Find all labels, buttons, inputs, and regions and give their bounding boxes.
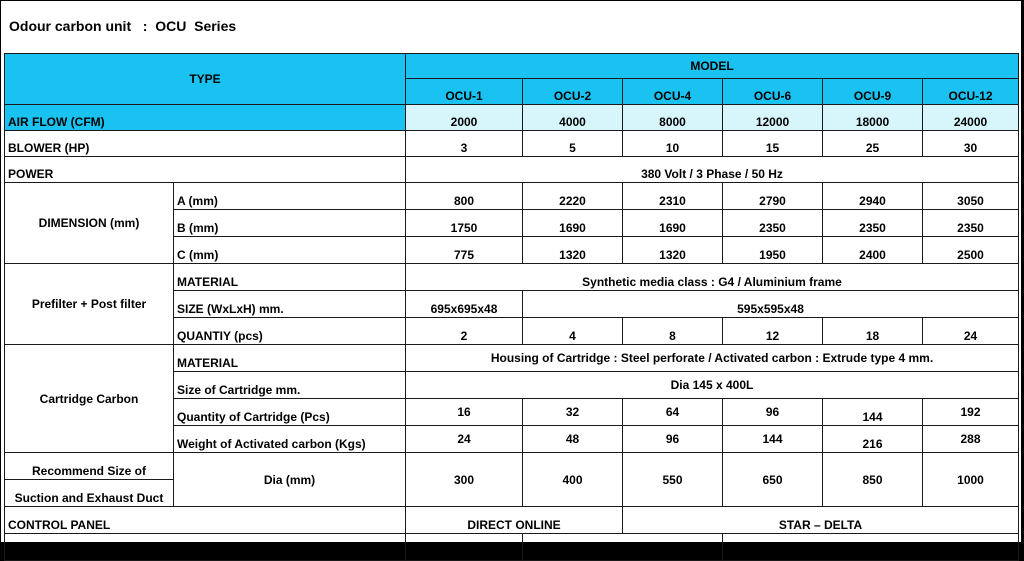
duct-value: 1000	[923, 453, 1019, 507]
cartridge-quantity-value: 32	[523, 399, 623, 426]
dimension-c-value: 2400	[823, 237, 923, 264]
page-title: Odour carbon unit : OCU Series	[9, 18, 237, 34]
prefilter-size-rest: 595x595x48	[523, 291, 1019, 318]
control-panel-label: CONTROL PANEL	[5, 507, 406, 534]
prefilter-material-row	[5, 264, 1019, 291]
prefilter-material-value: Synthetic media class : G4 / Aluminium frame	[406, 264, 1019, 291]
cartridge-quantity-value: 64	[623, 399, 723, 426]
model-name: OCU-6	[723, 79, 823, 105]
cartridge-quantity-value: 96	[723, 399, 823, 426]
spec-table	[4, 53, 1019, 561]
air-flow-value: 18000	[823, 105, 923, 131]
dimension-a-row	[5, 183, 1019, 210]
control-panel-star-delta: STAR – DELTA	[623, 507, 1019, 534]
blower-value: 25	[823, 131, 923, 157]
duct-dia-label: Dia (mm)	[174, 453, 406, 507]
power-label: POWER	[5, 157, 406, 183]
air-flow-value: 12000	[723, 105, 823, 131]
cartridge-quantity-value: 16	[406, 399, 523, 426]
prefilter-quantity-value: 2	[406, 318, 523, 345]
blower-label: BLOWER (HP)	[5, 131, 406, 157]
duct-value: 300	[406, 453, 523, 507]
dimension-a-value: 2220	[523, 183, 623, 210]
air-flow-row	[5, 105, 1019, 131]
duct-value: 550	[623, 453, 723, 507]
prefilter-material-label: MATERIAL	[174, 264, 406, 291]
cartridge-material-label: MATERIAL	[174, 345, 406, 372]
figure-row	[5, 534, 1019, 561]
prefilter-quantity-value: 8	[623, 318, 723, 345]
cartridge-weight-value: 288	[923, 426, 1019, 453]
model-header: MODEL	[406, 54, 1019, 79]
blower-value: 15	[723, 131, 823, 157]
model-name: OCU-1	[406, 79, 523, 105]
dimension-a-label: A (mm)	[174, 183, 406, 210]
cartridge-weight-value: 24	[406, 426, 523, 453]
dimension-b-value: 1750	[406, 210, 523, 237]
dimension-c-value: 1320	[623, 237, 723, 264]
blower-value: 3	[406, 131, 523, 157]
power-value: 380 Volt / 3 Phase / 50 Hz	[406, 157, 1019, 183]
dimension-b-value: 2350	[923, 210, 1019, 237]
dimension-c-value: 1320	[523, 237, 623, 264]
cartridge-weight-label: Weight of Activated carbon (Kgs)	[174, 426, 406, 453]
dimension-b-value: 1690	[523, 210, 623, 237]
cartridge-material-row	[5, 345, 1019, 372]
prefilter-quantity-value: 24	[923, 318, 1019, 345]
cartridge-weight-value: 48	[523, 426, 623, 453]
dimension-a-value: 2940	[823, 183, 923, 210]
cartridge-size-label: Size of Cartridge mm.	[174, 372, 406, 399]
blower-value: 30	[923, 131, 1019, 157]
model-name: OCU-4	[623, 79, 723, 105]
power-row	[5, 157, 1019, 183]
cartridge-label: Cartridge Carbon	[5, 345, 174, 453]
type-header: TYPE	[5, 54, 406, 105]
dimension-b-value: 1690	[623, 210, 723, 237]
blower-row	[5, 131, 1019, 157]
air-flow-label: AIR FLOW (CFM)	[5, 105, 406, 131]
prefilter-quantity-value: 12	[723, 318, 823, 345]
dimension-b-value: 2350	[823, 210, 923, 237]
cartridge-weight-value: 96	[623, 426, 723, 453]
figure-2: 2	[523, 534, 723, 561]
model-name: OCU-9	[823, 79, 923, 105]
dimension-b-value: 2350	[723, 210, 823, 237]
duct-value: 650	[723, 453, 823, 507]
header-row-model	[5, 54, 1019, 79]
dimension-c-value: 1950	[723, 237, 823, 264]
dimension-c-label: C (mm)	[174, 237, 406, 264]
cartridge-weight-value: 216	[823, 426, 923, 453]
blower-value: 5	[523, 131, 623, 157]
duct-value: 400	[523, 453, 623, 507]
figure-1: 1	[406, 534, 523, 561]
control-panel-row	[5, 507, 1019, 534]
dimension-c-value: 775	[406, 237, 523, 264]
model-name: OCU-12	[923, 79, 1019, 105]
blower-value: 10	[623, 131, 723, 157]
spec-sheet	[1, 1, 1021, 559]
dimension-a-value: 3050	[923, 183, 1019, 210]
duct-row-1	[5, 453, 1019, 480]
prefilter-size-label: SIZE (WxLxH) mm.	[174, 291, 406, 318]
dimension-c-value: 2500	[923, 237, 1019, 264]
air-flow-value: 8000	[623, 105, 723, 131]
prefilter-label: Prefilter + Post filter	[5, 264, 174, 345]
cartridge-quantity-value: 192	[923, 399, 1019, 426]
air-flow-value: 4000	[523, 105, 623, 131]
dimension-a-value: 2790	[723, 183, 823, 210]
prefilter-quantity-value: 18	[823, 318, 923, 345]
cartridge-material-value: Housing of Cartridge : Steel perforate / Activated carbon : Extrude type 4 mm.	[406, 345, 1019, 372]
cartridge-size-value: Dia 145 x 400L	[406, 372, 1019, 399]
cartridge-quantity-value: 144	[823, 399, 923, 426]
prefilter-size-first: 695x695x48	[406, 291, 523, 318]
duct-value: 850	[823, 453, 923, 507]
figure-label: FIGURE	[5, 534, 406, 561]
dimension-a-value: 800	[406, 183, 523, 210]
prefilter-quantity-value: 4	[523, 318, 623, 345]
cartridge-quantity-label: Quantity of Cartridge (Pcs)	[174, 399, 406, 426]
dimension-a-value: 2310	[623, 183, 723, 210]
prefilter-quantity-label: QUANTIY (pcs)	[174, 318, 406, 345]
model-name: OCU-2	[523, 79, 623, 105]
duct-label-line2: Suction and Exhaust Duct	[5, 480, 174, 507]
duct-label-line1: Recommend Size of	[5, 453, 174, 480]
dimension-b-label: B (mm)	[174, 210, 406, 237]
dimension-label: DIMENSION (mm)	[5, 183, 174, 264]
air-flow-value: 2000	[406, 105, 523, 131]
cartridge-weight-value: 144	[723, 426, 823, 453]
air-flow-value: 24000	[923, 105, 1019, 131]
figure-3: 3	[723, 534, 1019, 561]
control-panel-direct: DIRECT ONLINE	[406, 507, 623, 534]
